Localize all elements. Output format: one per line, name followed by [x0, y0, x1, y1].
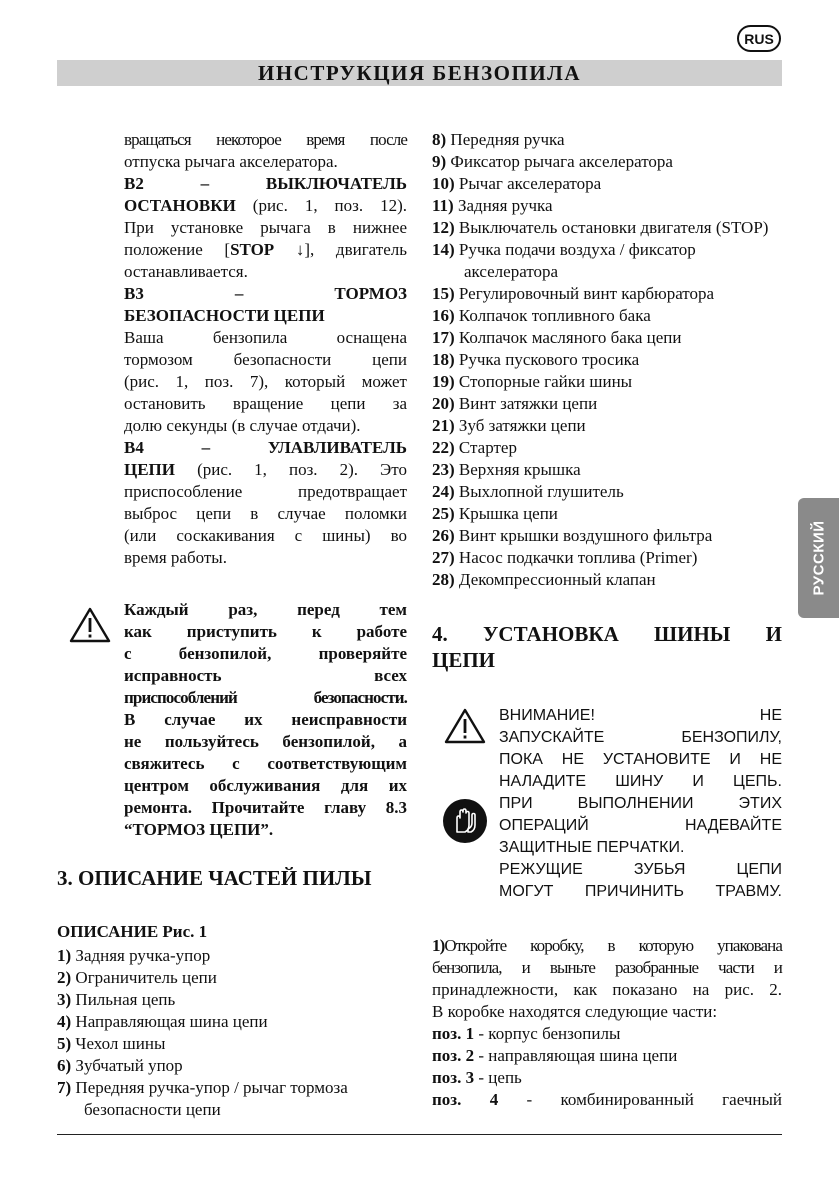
list-item: 28) Декомпрессионный клапан — [432, 570, 656, 589]
text-line: время работы. — [124, 548, 227, 567]
text-line: НАЛАДИТЕ ШИНУ И ЦЕПЬ. — [499, 773, 782, 790]
page-title: ИНСТРУКЦИЯ БЕНЗОПИЛА — [57, 60, 782, 86]
text-line: (рис. 1, поз. 7), который может — [124, 372, 407, 391]
footer-divider — [57, 1134, 782, 1135]
list-item: 25) Крышка цепи — [432, 504, 558, 523]
list-item: 15) Регулировочный винт карбюратора — [432, 284, 715, 303]
text-line: долю секунды (в случае отдачи). — [124, 416, 361, 435]
text-line: Ваша бензопила оснащена — [124, 328, 407, 347]
b3-heading: B3 – ТОРМОЗ — [124, 284, 408, 303]
list-item: 5) Чехол шины — [57, 1034, 166, 1053]
language-badge: RUS — [737, 25, 781, 52]
text-line: приспособление предотвращает — [124, 482, 407, 501]
text-line: остановить вращение цепи за — [124, 394, 407, 413]
language-side-tab — [798, 498, 839, 618]
text-line: тормозом безопасности цепи — [124, 350, 407, 369]
text-line: вращаться некоторое время после — [124, 130, 407, 149]
text-line: принадлежности, как показано на рис. 2. — [432, 980, 782, 999]
list-item: 12) Выключатель остановки двигателя (STOP) — [432, 218, 769, 237]
text-line: исправность всех — [124, 666, 407, 685]
text-line: ВНИМАНИЕ! НЕ — [499, 707, 782, 724]
list-item: поз. 3 - цепь — [432, 1068, 522, 1087]
text-line: При установке рычага в нижнее — [124, 218, 407, 237]
list-item: 21) Зуб затяжки цепи — [432, 416, 586, 435]
text-line: приспособлений безопасности. — [124, 688, 407, 707]
list-item: 6) Зубчатый упор — [57, 1056, 183, 1075]
safety-warning — [57, 599, 407, 841]
list-item: 16) Колпачок топливного бака — [432, 306, 651, 325]
section-3-title: 3. ОПИСАНИЕ ЧАСТЕЙ ПИЛЫ — [57, 866, 372, 890]
text-line: останавливается. — [124, 262, 248, 281]
b4-heading: B4 – УЛАВЛИВАТЕЛЬ — [124, 438, 408, 457]
b2-heading: B2 – ВЫКЛЮЧАТЕЛЬ — [124, 174, 408, 193]
text-line: центром обслуживания для их — [124, 776, 407, 795]
side-tab-label: РУССКИЙ — [810, 520, 827, 596]
arrow-down-icon: ↓ — [295, 240, 305, 259]
list-item: 20) Винт затяжки цепи — [432, 394, 598, 413]
step-1 — [432, 935, 782, 1111]
text-line: с бензопилой, проверяйте — [124, 644, 407, 663]
warning-triangle-icon — [69, 607, 111, 643]
list-item: 18) Ручка пускового тросика — [432, 350, 640, 369]
list-item: поз. 2 - направляющая шина цепи — [432, 1046, 678, 1065]
section-4-title — [432, 621, 782, 673]
text-line: МОГУТ ПРИЧИНИТЬ ТРАВМУ. — [499, 883, 782, 900]
b2-heading-2: ОСТАНОВКИ (рис. 1, поз. 12). — [124, 196, 407, 215]
text-line: свяжитесь с соответствующим — [124, 754, 407, 773]
text-line: “ТОРМОЗ ЦЕПИ”. — [124, 820, 274, 839]
list-item: 17) Колпачок масляного бака цепи — [432, 328, 682, 347]
list-item: 3) Пильная цепь — [57, 990, 176, 1009]
text-line: ОПЕРАЦИЙ НАДЕВАЙТЕ — [499, 817, 782, 834]
text-line: бензопила, и выньте разобранные части и — [432, 958, 782, 977]
text-line: положение [STOP ↓], двигатель — [124, 240, 407, 259]
parts-list-left — [57, 945, 407, 1121]
warning-triangle-icon — [444, 708, 486, 744]
list-item: 8) Передняя ручка — [432, 130, 565, 149]
list-item: 14) Ручка подачи воздуха / фиксатор акселератора — [432, 240, 696, 281]
text-line: 1)Откройте коробку, в которую упакована — [432, 936, 782, 955]
list-item: 7) Передняя ручка-упор / рычаг тормоза безопасности цепи — [57, 1078, 348, 1119]
section-4-title-line: ЦЕПИ — [432, 648, 496, 672]
list-item: 4) Направляющая шина цепи — [57, 1012, 268, 1031]
list-item: 26) Винт крышки воздушного фильтра — [432, 526, 713, 545]
text-line: не пользуйтесь бензопилой, а — [124, 732, 407, 751]
list-item: 10) Рычаг акселератора — [432, 174, 602, 193]
list-item: 19) Стопорные гайки шины — [432, 372, 633, 391]
list-item: 23) Верхняя крышка — [432, 460, 581, 479]
list-item: 11) Задняя ручка — [432, 196, 553, 215]
list-item: 2) Ограничитель цепи — [57, 968, 217, 987]
text-line: РЕЖУЩИЕ ЗУБЬЯ ЦЕПИ — [499, 861, 782, 878]
b3-heading-2: БЕЗОПАСНОСТИ ЦЕПИ — [124, 306, 325, 325]
b4-heading-2: ЦЕПИ (рис. 1, поз. 2). Это — [124, 460, 407, 479]
section-4-title-line: 4. УСТАНОВКА ШИНЫ И — [432, 622, 782, 646]
list-item: 24) Выхлопной глушитель — [432, 482, 624, 501]
list-item: 9) Фиксатор рычага акселератора — [432, 152, 673, 171]
text-line: как приступить к работе — [124, 622, 407, 641]
right-column — [432, 129, 782, 1111]
text-line: (или соскакивания с шины) во — [124, 526, 407, 545]
text-line: ремонта. Прочитайте главу 8.3 — [124, 798, 407, 817]
gloves-icon — [442, 798, 488, 844]
text-line: выброс цепи в случае поломки — [124, 504, 407, 523]
description-label: ОПИСАНИЕ Рис. 1 — [57, 922, 208, 941]
list-item: 1) Задняя ручка-упор — [57, 946, 211, 965]
installation-warning — [432, 705, 782, 903]
parts-list-right — [432, 129, 782, 591]
text-line: ПОКА НЕ УСТАНОВИТЕ И НЕ — [499, 751, 782, 768]
controls-description — [57, 129, 407, 569]
text-line: В случае их неисправности — [124, 710, 407, 729]
text-line: В коробке находятся следующие части: — [432, 1002, 718, 1021]
left-column — [57, 129, 407, 1121]
list-item: 22) Стартер — [432, 438, 517, 457]
list-item: поз. 1 - корпус бензопилы — [432, 1024, 621, 1043]
text-line: ЗАПУСКАЙТЕ БЕНЗОПИЛУ, — [499, 729, 782, 746]
text-line: ПРИ ВЫПОЛНЕНИИ ЭТИХ — [499, 795, 782, 812]
list-item: поз. 4 - комбинированный гаечный — [432, 1090, 782, 1109]
text-line: ЗАЩИТНЫЕ ПЕРЧАТКИ. — [499, 839, 685, 856]
text-line: Каждый раз, перед тем — [124, 600, 407, 619]
list-item: 27) Насос подкачки топлива (Primer) — [432, 548, 698, 567]
text-line: отпуска рычага акселератора. — [124, 152, 338, 171]
